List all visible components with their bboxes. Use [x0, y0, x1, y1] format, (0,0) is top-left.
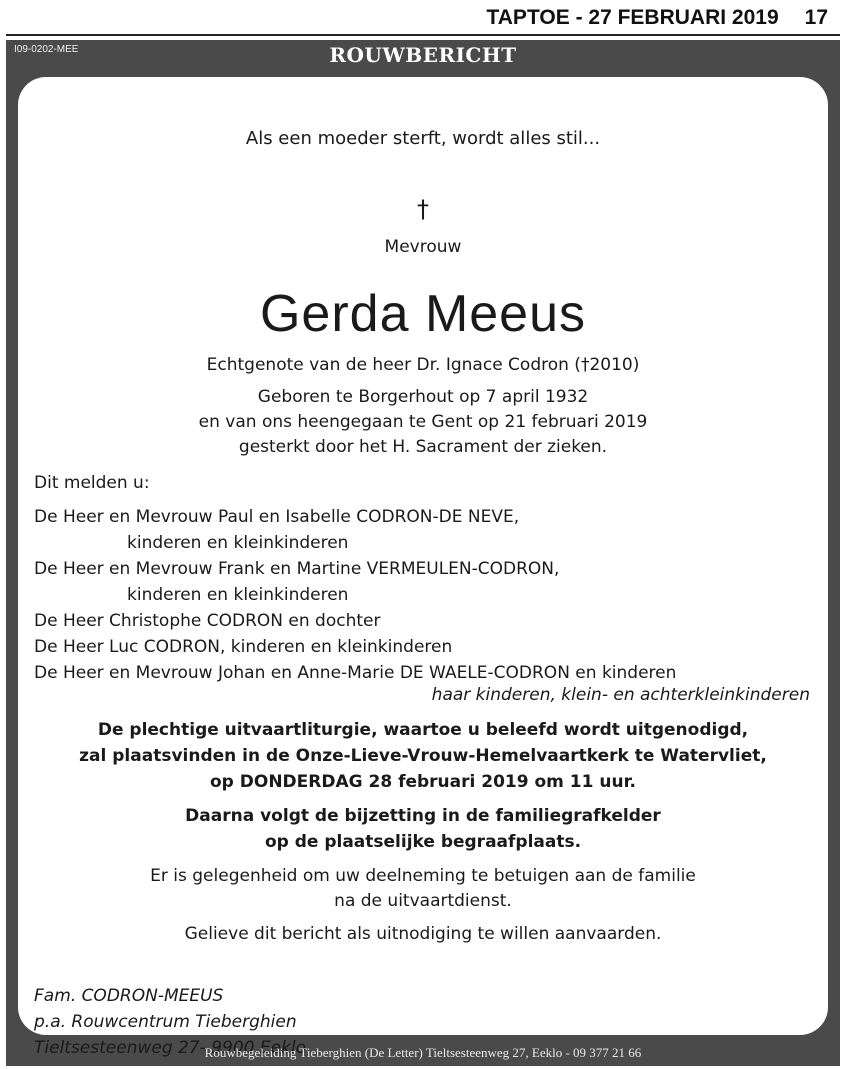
reference-code: I09-0202-MEE: [14, 44, 79, 55]
death-line: en van ons heengegaan te Gent op 21 februari 2019: [198, 412, 648, 432]
sacrament-line: gesterkt door het H. Sacrament der zieken.: [238, 437, 608, 457]
page-number: 17: [804, 6, 828, 29]
spouse-line: Echtgenote van de heer Dr. Ignace Codron (†2010): [206, 355, 640, 375]
family-member: De Heer en Mevrouw Frank en Martine VERMEULEN-CODRON,: [34, 559, 560, 579]
signature-address: p.a. Rouwcentrum Tieberghien: [34, 1012, 297, 1032]
family-extra: haar kinderen, klein- en achterkleinkinderen: [431, 685, 810, 705]
family-member: De Heer en Mevrouw Paul en Isabelle CODRON-DE NEVE,: [34, 507, 520, 527]
family-member: De Heer en Mevrouw Johan en Anne-Marie DE WAELE-CODRON en kinderen: [34, 663, 677, 683]
banner-title: ROUWBERICHT: [329, 43, 517, 67]
cross-icon: †: [417, 195, 429, 223]
birth-line: Geboren te Borgerhout op 7 april 1932: [257, 387, 589, 407]
burial-line: op de plaatselijke begraafplaats.: [264, 832, 582, 852]
publication-date: TAPTOE - 27 FEBRUARI 2019: [486, 6, 779, 29]
intro-line: Dit melden u:: [34, 473, 150, 493]
family-member: kinderen en kleinkinderen: [127, 585, 349, 605]
liturgy-line: op DONDERDAG 28 februari 2019 om 11 uur.: [209, 772, 636, 792]
condolence-line: na de uitvaartdienst.: [334, 891, 512, 911]
condolence-line: Er is gelegenheid om uw deelneming te betuigen aan de familie: [150, 866, 696, 886]
honorific: Mevrouw: [384, 237, 462, 257]
family-member: kinderen en kleinkinderen: [127, 533, 349, 553]
invitation-line: Gelieve dit bericht als uitnodiging te willen aanvaarden.: [184, 924, 662, 944]
publication-header: [487, 6, 829, 30]
liturgy-line: De plechtige uitvaartliturgie, waartoe u beleefd wordt uitgenodigd,: [97, 720, 749, 740]
page-header: [0, 0, 846, 34]
signature-street: Tieltsesteenweg 27- 9900 Eeklo: [34, 1038, 307, 1058]
funeral-home-footer: Rouwbegeleiding Tieberghien (De Letter) Tieltsesteenweg 27, Eeklo - 09 377 21 66: [204, 1045, 642, 1060]
signature-family: Fam. CODRON-MEEUS: [34, 986, 224, 1006]
family-member: De Heer Christophe CODRON en dochter: [34, 611, 381, 631]
deceased-name: Gerda Meeus: [259, 285, 587, 343]
header-rule: [6, 34, 840, 36]
obituary-frame: [6, 40, 840, 1066]
family-member: De Heer Luc CODRON, kinderen en kleinkinderen: [34, 637, 453, 657]
liturgy-line: zal plaatsvinden in de Onze-Lieve-Vrouw-Hemelvaartkerk te Watervliet,: [79, 746, 767, 766]
motto: Als een moeder sterft, wordt alles stil...: [245, 128, 601, 149]
burial-line: Daarna volgt de bijzetting in de familiegrafkelder: [185, 806, 661, 826]
